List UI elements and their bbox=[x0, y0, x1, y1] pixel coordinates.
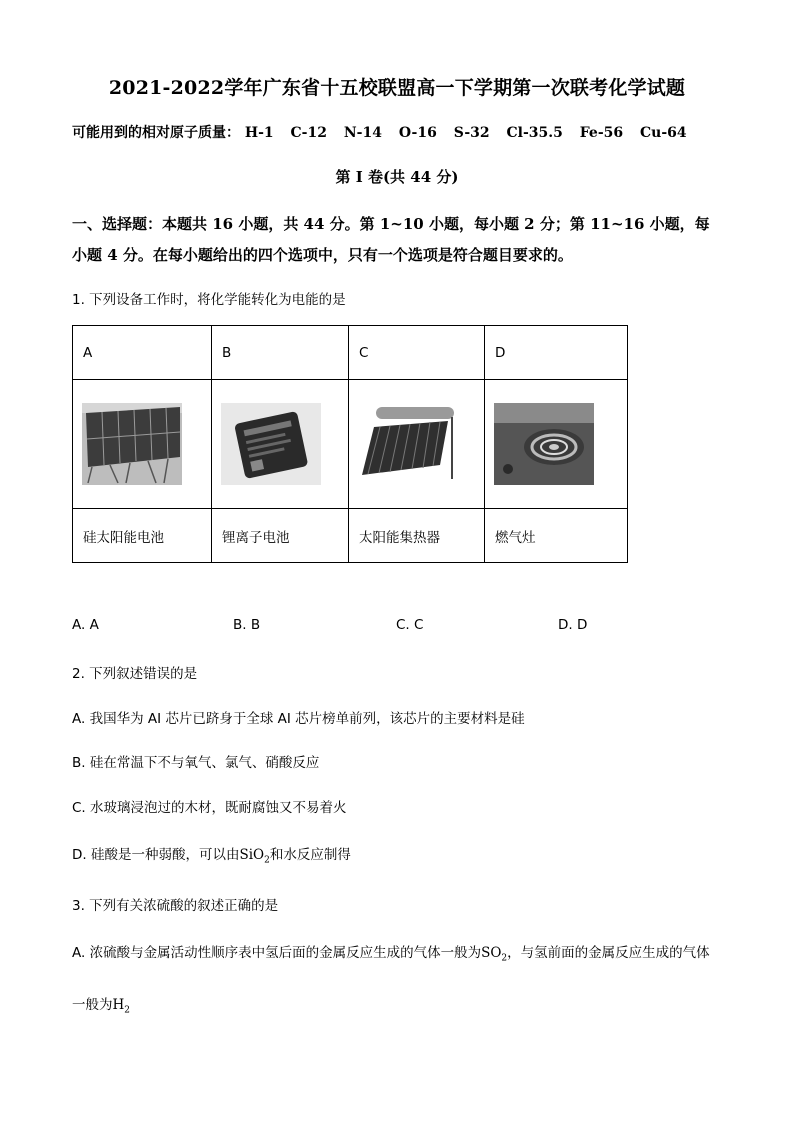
q2-option-a: A. 我国华为 AI 芯片已跻身于全球 AI 芯片榜单前列，该芯片的主要材料是硅 bbox=[72, 711, 525, 727]
table-header-b: B bbox=[212, 326, 349, 380]
table-image-cell-a bbox=[73, 380, 212, 509]
q3-option-a bbox=[72, 930, 717, 1033]
section-heading: 一、选择题：本题共 16 小题，共 44 分。第 1~10 小题，每小题 2 分；第 11~16 小题，每小题 4 分。在每小题给出的四个选项中，只有一个选项是符合题目要求的。 bbox=[72, 215, 710, 264]
q2-option-d-prefix: D. 硅酸是一种弱酸，可以由 bbox=[72, 847, 240, 863]
q1-answer-c: C. C bbox=[396, 617, 424, 633]
q3-option-a-formula2: H bbox=[112, 996, 125, 1013]
atomic-mass-h: H-1 bbox=[244, 125, 274, 141]
q1-answer-d: D. D bbox=[558, 617, 588, 633]
atomic-mass-o: O-16 bbox=[398, 125, 437, 141]
atomic-mass-cl: Cl-35.5 bbox=[506, 125, 563, 141]
table-header-c: C bbox=[349, 326, 485, 380]
q2-option-d-formula: SiO bbox=[239, 847, 265, 863]
q1-answer-b: B. B bbox=[233, 617, 261, 633]
atomic-mass-cu: Cu-64 bbox=[640, 125, 687, 141]
q2-option-c: C. 水玻璃浸泡过的木材，既耐腐蚀又不易着火 bbox=[72, 800, 347, 816]
q3-option-a-subscript2: 2 bbox=[124, 1005, 131, 1016]
q3-option-a-part1: A. 浓硫酸与金属活动性顺序表中氢后面的金属反应生成的气体一般为 bbox=[72, 945, 482, 961]
part-title: 第 I 卷(共 44 分) bbox=[335, 168, 459, 186]
table-image-cell-b bbox=[212, 380, 349, 509]
table-header-d: D bbox=[485, 326, 628, 380]
atomic-mass-n: N-14 bbox=[343, 125, 382, 141]
table-label-b: 锂离子电池 bbox=[212, 509, 349, 563]
q2-option-d-subscript: 2 bbox=[264, 855, 270, 866]
lithium-battery-image bbox=[221, 403, 321, 485]
table-label-d: 燃气灶 bbox=[485, 509, 628, 563]
table-image-cell-c bbox=[349, 380, 485, 509]
q2-option-d-suffix: 和水反应制得 bbox=[269, 847, 351, 863]
table-header-a: A bbox=[73, 326, 212, 380]
q2-option-d bbox=[72, 843, 351, 866]
atomic-masses-label: 可能用到的相对原子质量： bbox=[72, 125, 240, 141]
atomic-mass-fe: Fe-56 bbox=[579, 125, 624, 141]
table-label-c: 太阳能集热器 bbox=[349, 509, 485, 563]
q3-stem: 3. 下列有关浓硫酸的叙述正确的是 bbox=[72, 898, 279, 914]
q3-option-a-formula1: SO bbox=[481, 945, 502, 961]
q1-answer-a: A. A bbox=[72, 617, 99, 633]
q1-options-table bbox=[72, 325, 628, 563]
solar-water-heater-image bbox=[358, 403, 458, 485]
page-title: 2021-2022学年广东省十五校联盟高一下学期第一次联考化学试题 bbox=[108, 77, 686, 99]
atomic-mass-c: C-12 bbox=[290, 125, 327, 141]
atomic-mass-s: S-32 bbox=[453, 125, 490, 141]
solar-panel-image bbox=[82, 403, 182, 485]
table-label-a: 硅太阳能电池 bbox=[73, 509, 212, 563]
atomic-masses-line bbox=[72, 122, 699, 142]
table-image-cell-d bbox=[485, 380, 628, 509]
q1-stem: 1. 下列设备工作时，将化学能转化为电能的是 bbox=[72, 292, 346, 308]
gas-stove-image bbox=[494, 403, 594, 485]
q3-option-a-part2: ，与氢前面的金属反应生成的气体一般为 bbox=[72, 945, 710, 1013]
q2-stem: 2. 下列叙述错误的是 bbox=[72, 666, 198, 682]
q2-option-b: B. 硅在常温下不与氧气、氯气、硝酸反应 bbox=[72, 755, 320, 771]
q3-option-a-subscript1: 2 bbox=[501, 953, 508, 964]
